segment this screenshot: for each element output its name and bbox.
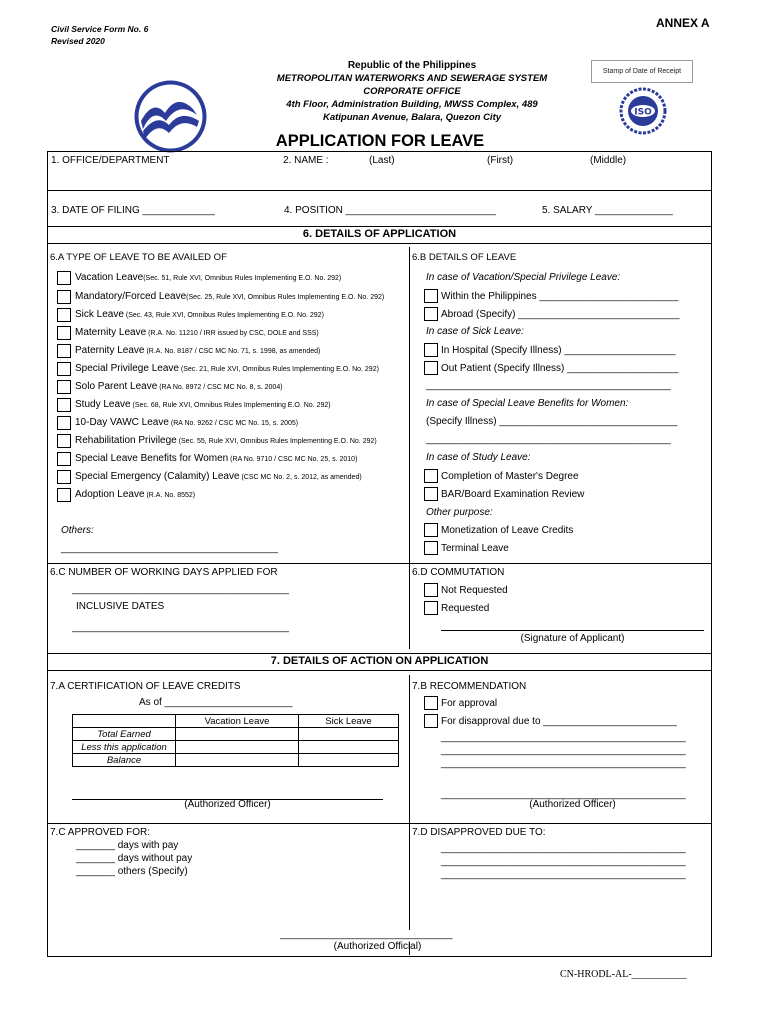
sick-leave-column: Sick Leave	[299, 715, 399, 728]
women-specify-field[interactable]: (Specify Illness) ________________________________	[426, 416, 678, 427]
stamp-box: Stamp of Date of Receipt	[591, 60, 693, 83]
signature-line	[441, 630, 704, 631]
paternity-leave-checkbox[interactable]	[57, 344, 71, 358]
section-7-header: 7. DETAILS OF ACTION ON APPLICATION	[47, 653, 712, 671]
as-of-field[interactable]: As of _______________________	[139, 697, 293, 708]
leave-type-item	[75, 363, 379, 374]
days-without-pay-field[interactable]: _______ days without pay	[76, 853, 193, 864]
office-department-label: 1. OFFICE/DEPARTMENT	[51, 155, 170, 166]
leave-type-reference: (RA No. 9710 / CSC MC No. 25, s. 2010)	[228, 456, 358, 463]
leave-type-label: Study Leave	[75, 399, 131, 410]
vacation-caption: In case of Vacation/Special Privilege Leave:	[426, 272, 621, 283]
iso-seal-label: ISO	[634, 107, 652, 118]
name-last-label: (Last)	[369, 155, 395, 166]
inclusive-dates-input-line[interactable]: _______________________________________	[72, 622, 289, 633]
disapproved-reason-line[interactable]: ____________________________________________	[441, 843, 686, 854]
requested-checkbox[interactable]	[424, 601, 438, 615]
document-code: CN-HRODL-AL-___________	[560, 969, 687, 980]
leave-type-label: Adoption Leave	[75, 489, 145, 500]
sick-caption: In case of Sick Leave:	[426, 326, 524, 337]
leave-type-label: Sick Leave	[75, 309, 124, 320]
inclusive-dates-label: INCLUSIVE DATES	[76, 601, 165, 612]
women-caption: In case of Special Leave Benefits for Women:	[426, 398, 629, 409]
leave-type-item	[75, 399, 331, 410]
study-caption: In case of Study Leave:	[426, 452, 531, 463]
date-of-filing-field[interactable]: 3. DATE OF FILING _____________	[51, 205, 215, 216]
bar-review-checkbox[interactable]	[424, 487, 438, 501]
out-patient-label: Out Patient (Specify Illness) ____________________	[441, 363, 679, 374]
leave-type-item	[75, 272, 341, 283]
working-days-heading: 6.C NUMBER OF WORKING DAYS APPLIED FOR	[50, 567, 278, 578]
disapproval-reason-line[interactable]: ____________________________________________	[441, 745, 686, 756]
bar-review-label: BAR/Board Examination Review	[441, 489, 585, 500]
form-revised: Revised 2020	[51, 36, 105, 46]
leave-type-item	[75, 327, 319, 338]
position-field[interactable]: 4. POSITION ___________________________	[284, 205, 496, 216]
study-leave-checkbox[interactable]	[57, 398, 71, 412]
authorized-official-label: (Authorized Official)	[333, 941, 422, 952]
forced-leave-checkbox[interactable]	[57, 290, 71, 304]
agency-name: METROPOLITAN WATERWORKS AND SEWERAGE SYSTEM	[276, 73, 548, 84]
officer-signature-line-b[interactable]: ____________________________________________	[441, 789, 686, 800]
leave-type-item	[75, 417, 298, 428]
total-earned-vacation-cell[interactable]	[176, 728, 299, 741]
leave-type-reference: (Sec. 21, Rule XVI, Omnibus Rules Implementing E.O. No. 292)	[178, 366, 379, 373]
disapproval-reason-line[interactable]: ____________________________________________	[441, 758, 686, 769]
balance-label: Balance	[73, 754, 176, 767]
days-with-pay-field[interactable]: _______ days with pay	[76, 840, 179, 851]
total-earned-label: Total Earned	[73, 728, 176, 741]
rehabilitation-privilege-checkbox[interactable]	[57, 434, 71, 448]
leave-type-reference: (Sec. 25, Rule XVI, Omnibus Rules Implementing E.O. No. 292)	[186, 294, 385, 301]
for-disapproval-label: For disapproval due to ________________________	[441, 716, 677, 727]
table-header-blank	[73, 715, 176, 728]
special-privilege-leave-checkbox[interactable]	[57, 362, 71, 376]
in-hospital-checkbox[interactable]	[424, 343, 438, 357]
less-application-vacation-cell[interactable]	[176, 741, 299, 754]
leave-type-label: Special Privilege Leave	[75, 363, 179, 374]
not-requested-label: Not Requested	[441, 585, 508, 596]
others-input-line[interactable]: _______________________________________	[61, 543, 278, 554]
leave-type-label: 10-Day VAWC Leave	[75, 417, 169, 428]
disapproved-reason-line[interactable]: ____________________________________________	[441, 856, 686, 867]
leave-type-reference: (Sec. 68, Rule XVI, Omnibus Rules Implementing E.O. No. 292)	[130, 402, 331, 409]
for-approval-checkbox[interactable]	[424, 696, 438, 710]
office-name: CORPORATE OFFICE	[363, 86, 461, 97]
divider	[47, 563, 712, 564]
adoption-leave-checkbox[interactable]	[57, 488, 71, 502]
approved-for-heading: 7.C APPROVED FOR:	[50, 827, 151, 838]
leave-type-label: Mandatory/Forced Leave	[75, 291, 187, 302]
leave-type-reference: (R.A. No. 8187 / CSC MC No. 71, s. 1998, as amended)	[144, 348, 321, 355]
annex-label: ANNEX A	[656, 16, 710, 30]
for-disapproval-checkbox[interactable]	[424, 714, 438, 728]
divider	[47, 190, 712, 191]
recommendation-heading: 7.B RECOMMENDATION	[412, 681, 527, 692]
divider	[47, 823, 712, 824]
form-title: APPLICATION FOR LEAVE	[275, 132, 485, 150]
leave-type-label: Paternity Leave	[75, 345, 145, 356]
address-line-2: Katipunan Avenue, Balara, Quezon City	[322, 112, 502, 123]
less-application-label: Less this application	[73, 741, 176, 754]
address-line-1: 4th Floor, Administration Building, MWSS Complex, 489	[286, 99, 538, 110]
leave-type-reference: (R.A. No. 8552)	[144, 492, 196, 499]
section-6-header: 6. DETAILS OF APPLICATION	[47, 226, 712, 244]
leave-type-reference: (Sec. 43, Rule XVI, Omnibus Rules Implementing E.O. No. 292)	[123, 312, 324, 319]
iso-seal	[612, 87, 674, 142]
leave-type-label: Solo Parent Leave	[75, 381, 158, 392]
official-signature-line[interactable]: _______________________________	[280, 929, 453, 940]
monetization-label: Monetization of Leave Credits	[441, 525, 574, 536]
form-number: Civil Service Form No. 6	[51, 24, 149, 34]
name-label: 2. NAME :	[283, 155, 329, 166]
balance-sick-cell[interactable]	[299, 754, 399, 767]
disapproved-due-heading: 7.D DISAPPROVED DUE TO:	[412, 827, 546, 838]
name-middle-label: (Middle)	[590, 155, 627, 166]
leave-type-reference: (R.A. No. 11210 / IRR issued by CSC, DOLE and SSS)	[146, 330, 319, 337]
name-first-label: (First)	[487, 155, 514, 166]
republic-text: Republic of the Philippines	[347, 60, 477, 71]
applicant-signature-label: (Signature of Applicant)	[520, 633, 625, 644]
leave-type-reference: (Sec. 51, Rule XVI, Omnibus Rules Implementing E.O. No. 292)	[143, 275, 342, 282]
abroad-label: Abroad (Specify) _____________________________	[441, 309, 680, 320]
leave-type-item	[75, 471, 362, 482]
within-philippines-label: Within the Philippines _________________________	[441, 291, 679, 302]
salary-field[interactable]: 5. SALARY ______________	[542, 205, 673, 216]
leave-type-item	[75, 489, 195, 500]
women-extra-line[interactable]: ____________________________________________	[426, 434, 671, 445]
leave-type-heading: 6.A TYPE OF LEAVE TO BE AVAILED OF	[50, 252, 227, 263]
disapproval-reason-line[interactable]: ____________________________________________	[441, 732, 686, 743]
authorized-officer-b-label: (Authorized Officer)	[529, 799, 616, 810]
leave-type-reference: (Sec. 55, Rule XVI, Omnibus Rules Implementing E.O. No. 292)	[176, 438, 377, 445]
special-leave-women-checkbox[interactable]	[57, 452, 71, 466]
leave-type-item	[75, 291, 384, 302]
requested-label: Requested	[441, 603, 490, 614]
leave-type-label: Rehabilitation Privilege	[75, 435, 177, 446]
out-patient-checkbox[interactable]	[424, 361, 438, 375]
leave-type-item	[75, 453, 357, 464]
working-days-input-line[interactable]: _______________________________________	[72, 584, 289, 595]
leave-type-item	[75, 435, 377, 446]
vacation-leave-checkbox[interactable]	[57, 271, 71, 285]
for-approval-label: For approval	[441, 698, 498, 709]
leave-type-label: Special Leave Benefits for Women	[75, 453, 229, 464]
monetization-checkbox[interactable]	[424, 523, 438, 537]
total-earned-sick-cell[interactable]	[299, 728, 399, 741]
leave-details-heading: 6.B DETAILS OF LEAVE	[412, 252, 517, 263]
solo-parent-leave-checkbox[interactable]	[57, 380, 71, 394]
balance-vacation-cell[interactable]	[176, 754, 299, 767]
others-label: Others:	[61, 525, 94, 536]
leave-type-label: Maternity Leave	[75, 327, 147, 338]
leave-type-reference: (CSC MC No. 2, s. 2012, as amended)	[239, 474, 362, 481]
not-requested-checkbox[interactable]	[424, 583, 438, 597]
masters-degree-checkbox[interactable]	[424, 469, 438, 483]
leave-credits-table	[72, 714, 399, 767]
masters-degree-label: Completion of Master's Degree	[441, 471, 579, 482]
special-emergency-leave-checkbox[interactable]	[57, 470, 71, 484]
column-divider	[409, 247, 410, 649]
less-application-sick-cell[interactable]	[299, 741, 399, 754]
certification-heading: 7.A CERTIFICATION OF LEAVE CREDITS	[50, 681, 241, 692]
leave-type-reference: (RA No. 8972 / CSC MC No. 8, s. 2004)	[157, 384, 283, 391]
others-specify-field[interactable]: _______ others (Specify)	[76, 866, 188, 877]
disapproved-reason-line[interactable]: ____________________________________________	[441, 869, 686, 880]
leave-type-label: Vacation Leave	[75, 272, 144, 283]
leave-type-reference: (RA No. 9262 / CSC MC No. 15, s. 2005)	[168, 420, 299, 427]
mwss-logo	[133, 79, 208, 157]
terminal-leave-label: Terminal Leave	[441, 543, 509, 554]
vawc-leave-checkbox[interactable]	[57, 416, 71, 430]
column-divider	[409, 675, 410, 955]
abroad-checkbox[interactable]	[424, 307, 438, 321]
authorized-officer-a-label: (Authorized Officer)	[184, 799, 271, 810]
leave-type-item	[75, 309, 324, 320]
in-hospital-label: In Hospital (Specify Illness) ____________________	[441, 345, 676, 356]
sick-extra-line[interactable]: ____________________________________________	[426, 380, 671, 391]
within-philippines-checkbox[interactable]	[424, 289, 438, 303]
vacation-leave-column: Vacation Leave	[176, 715, 299, 728]
commutation-heading: 6.D COMMUTATION	[412, 567, 505, 578]
leave-type-item	[75, 345, 320, 356]
other-purpose-caption: Other purpose:	[426, 507, 493, 518]
sick-leave-checkbox[interactable]	[57, 308, 71, 322]
leave-type-label: Special Emergency (Calamity) Leave	[75, 471, 240, 482]
maternity-leave-checkbox[interactable]	[57, 326, 71, 340]
terminal-leave-checkbox[interactable]	[424, 541, 438, 555]
leave-type-item	[75, 381, 283, 392]
